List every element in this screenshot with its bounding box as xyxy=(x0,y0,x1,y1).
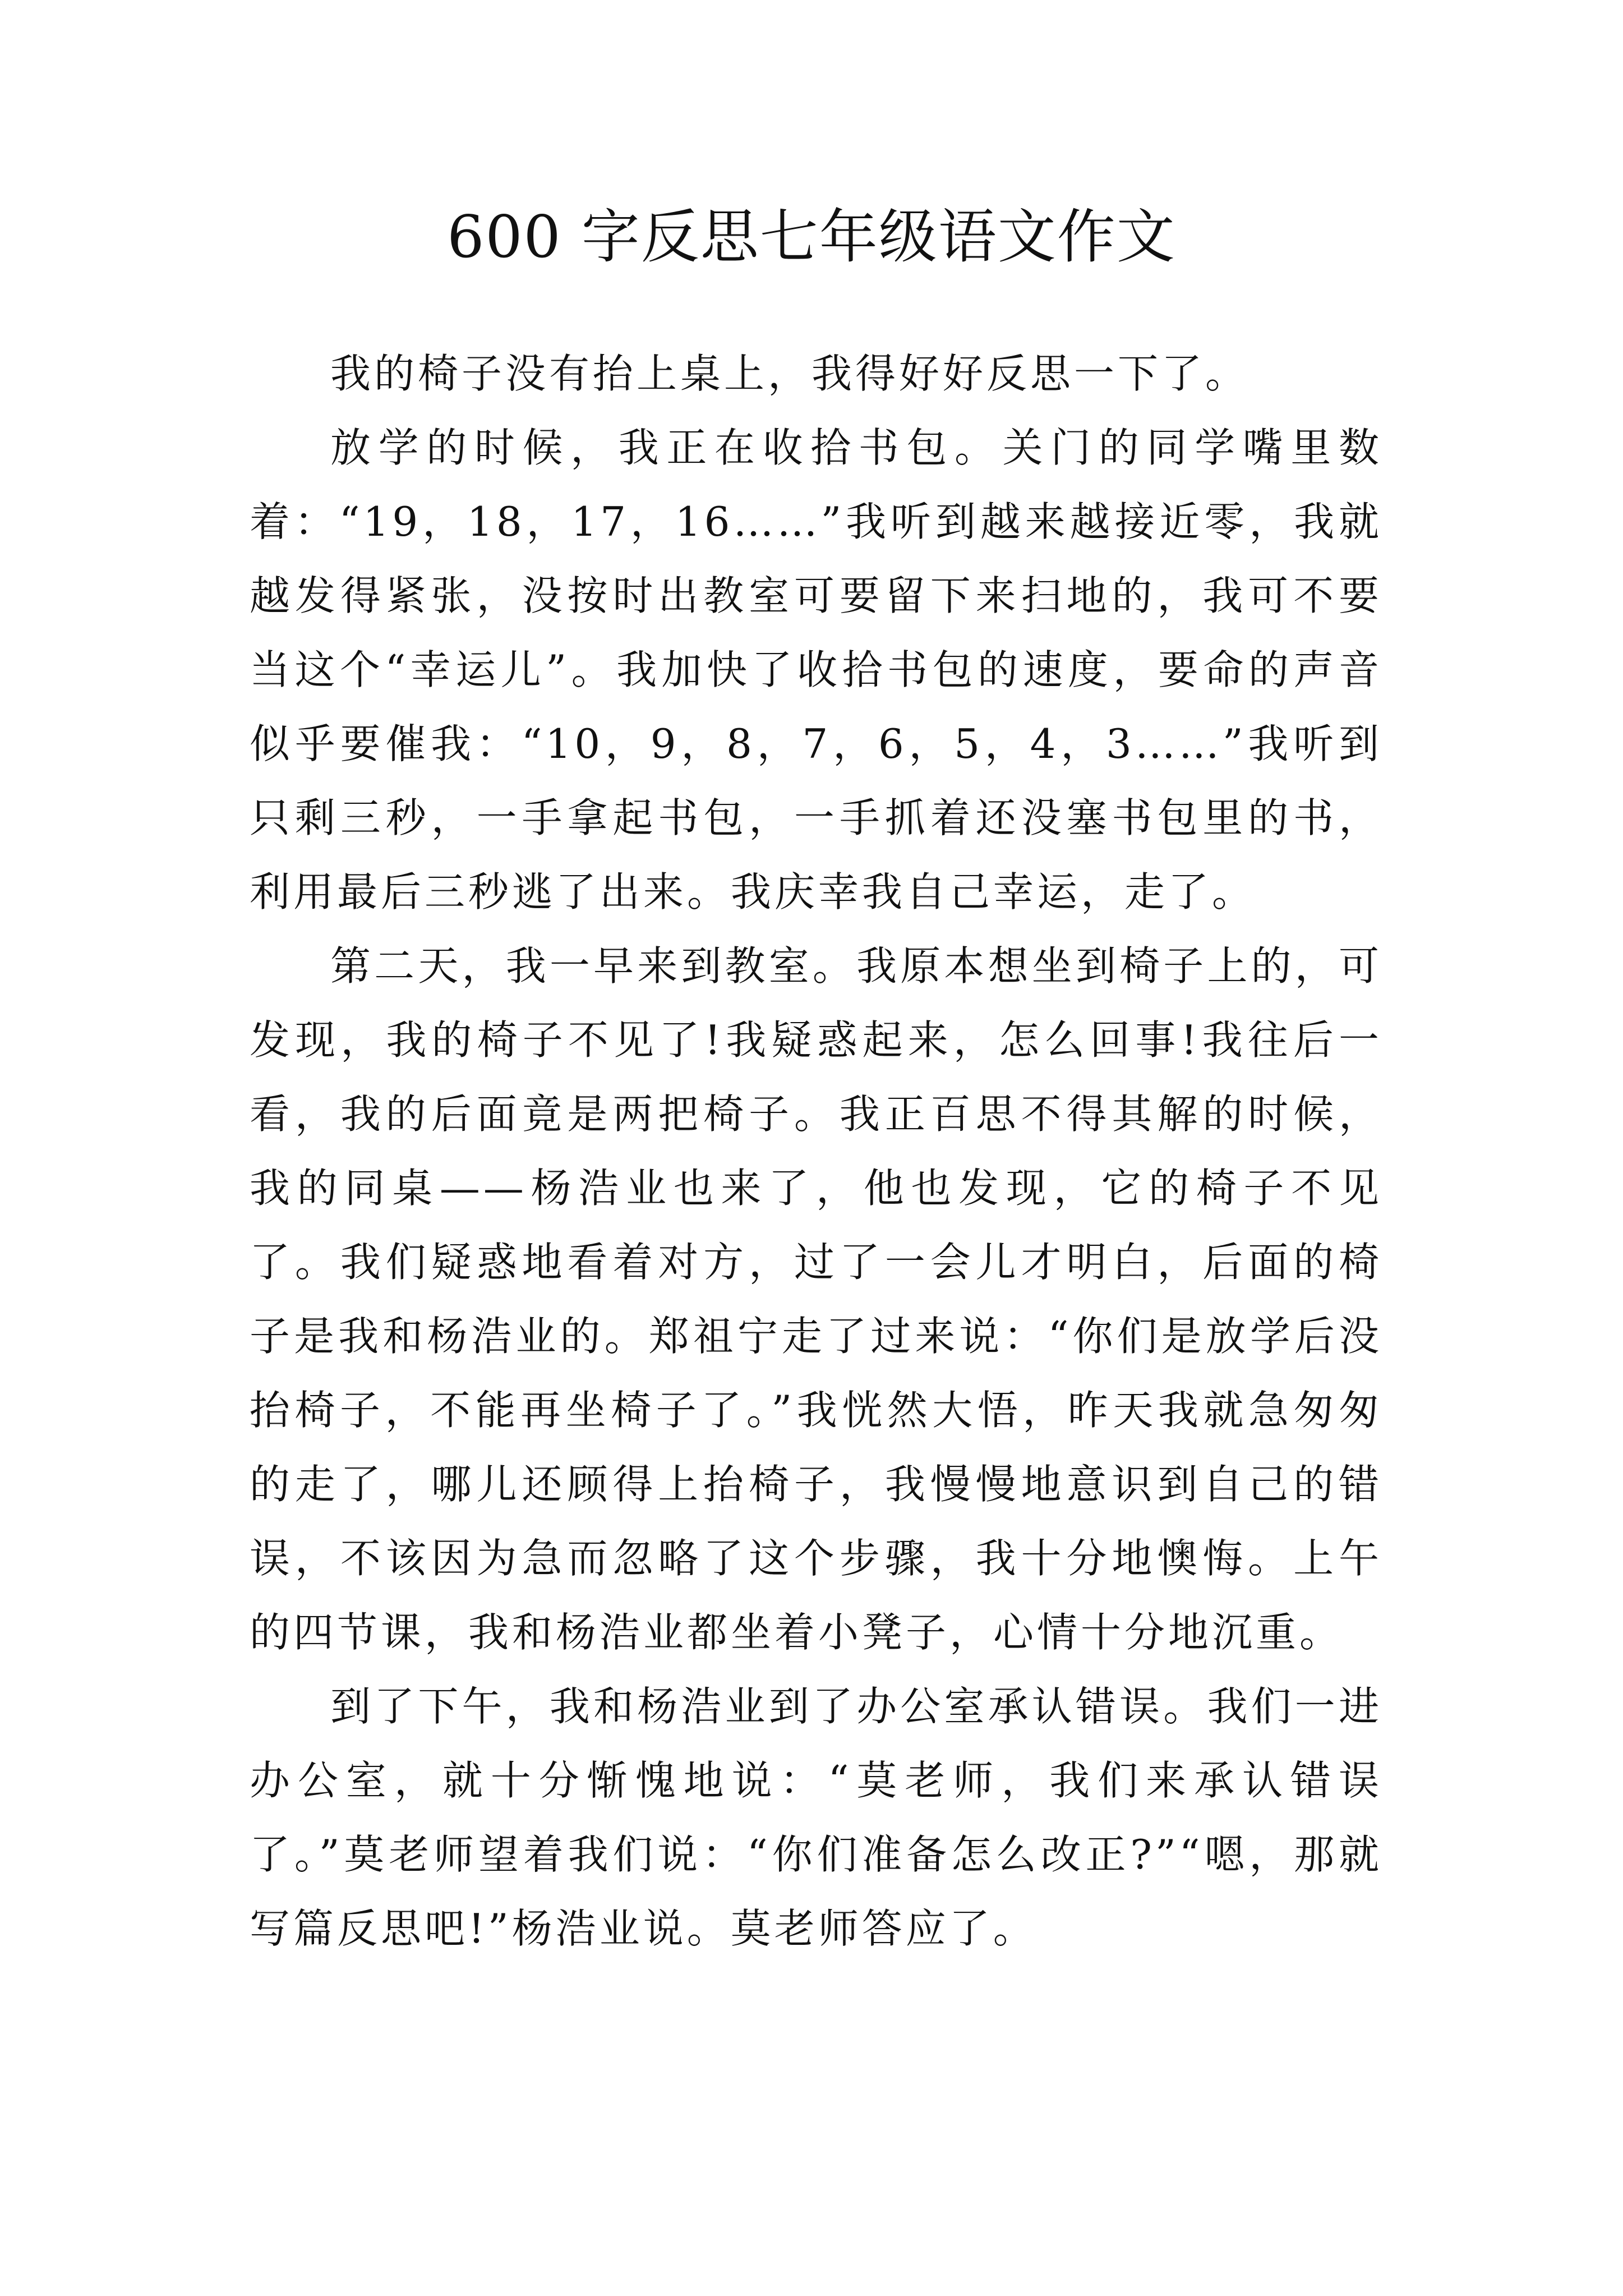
paragraph-2: 放学的时候，我正在收拾书包。关门的同学嘴里数着：“19，18，17，16……”我听到越来越接近零，我就越发得紧张，没按时出教室可要留下来扫地的，我可不要当这个“幸运儿”。我加快了收拾书包的速度，要命的声音似乎要催我：“10，9，8，7，6，5，4，3……”我听到只剩三秒，一手拿起书包，一手抓着还没塞书包里的书，利用最后三秒逃了出来。我庆幸我自己幸运，走了。 xyxy=(250,424,1382,915)
paragraph-4: 到了下午，我和杨浩业到了办公室承认错误。我们一进办公室，就十分惭愧地说：“莫老师，我们来承认错误了。”莫老师望着我们说：“你们准备怎么改正?”“嗯，那就写篇反思吧!”杨浩业说。莫老师答应了。 xyxy=(250,1683,1382,1952)
document-body xyxy=(250,337,1382,1966)
document-title: 600 字反思七年级语文作文 xyxy=(447,203,1176,271)
paragraph-3: 第二天，我一早来到教室。我原本想坐到椅子上的，可发现，我的椅子不见了!我疑惑起来，怎么回事!我往后一看，我的后面竟是两把椅子。我正百思不得其解的时候，我的同桌——杨浩业也来了，他也发现，它的椅子不见了。我们疑惑地看着对方，过了一会儿才明白，后面的椅子是我和杨浩业的。郑祖宁走了过来说：“你们是放学后没抬椅子，不能再坐椅子了。”我恍然大悟，昨天我就急匆匆的走了，哪儿还顾得上抬椅子，我慢慢地意识到自己的错误，不该因为急而忽略了这个步骤，我十分地懊悔。上午的四节课，我和杨浩业都坐着小凳子，心情十分地沉重。 xyxy=(250,942,1382,1656)
paragraph-1: 我的椅子没有抬上桌上，我得好好反思一下了。 xyxy=(330,350,1249,397)
